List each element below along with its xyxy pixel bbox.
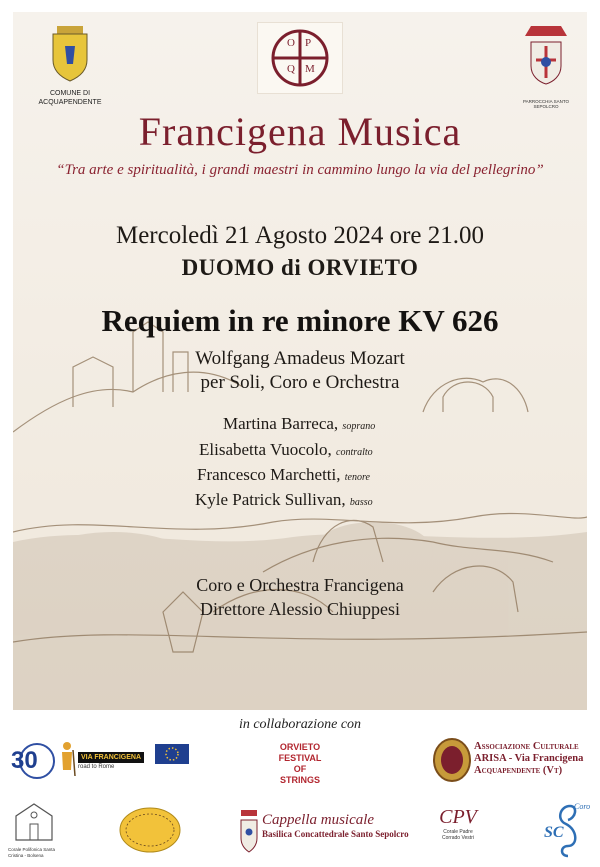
soloist-1 xyxy=(223,414,375,434)
soloist-name: Martina Barreca, xyxy=(223,414,339,433)
arisa-text xyxy=(474,741,594,777)
council-of-europe-logo xyxy=(155,744,189,764)
cpv-label-line1: Corale Padre xyxy=(443,829,473,835)
composer: Wolfgang Amadeus Mozart xyxy=(195,348,405,369)
parrocchia-label: PARROCCHIA SANTO SEPOLCRO xyxy=(522,99,570,109)
pilgrim-figure-logo xyxy=(58,740,76,778)
eu-stars-icon xyxy=(155,744,189,764)
arisa-seal-icon xyxy=(432,738,472,782)
comune-label-line1: COMUNE DI xyxy=(49,90,91,97)
coro-sc-logo xyxy=(538,800,596,860)
coro-sc-label: Coro xyxy=(574,802,591,811)
ecclesiastical-crest-icon xyxy=(511,22,581,94)
santa-cristina-label: Corale Polifonica Santa Cristina - Bolsena xyxy=(8,847,56,858)
yellow-badge-icon xyxy=(118,806,182,854)
church-facade-icon xyxy=(8,800,60,842)
event-title: Francigena Musica xyxy=(138,109,462,154)
event-venue: DUOMO di ORVIETO xyxy=(181,255,419,280)
orvieto-line4: STRINGS xyxy=(279,775,320,785)
via-francigena-sub: road to Rome xyxy=(78,764,115,770)
orvieto-festival-logo xyxy=(270,742,330,786)
emblem-letter-2: P xyxy=(305,37,312,49)
cpv-label-line2: Corrado Vestri xyxy=(442,835,474,841)
orvieto-line3: OF xyxy=(293,764,307,774)
soloist-3 xyxy=(197,465,370,485)
comune-acquapendente-crest xyxy=(35,24,105,114)
cpv-logo xyxy=(428,806,488,841)
cappella-line1: Cappella musicale xyxy=(262,812,375,828)
borgo-logo xyxy=(118,806,182,854)
poster xyxy=(13,12,587,710)
anniversary-logo xyxy=(10,738,56,784)
emblem-letter-1: O xyxy=(287,37,295,49)
collaboration-label: in collaborazione con xyxy=(238,717,362,732)
arisa-line1: Associazione Culturale xyxy=(474,741,579,752)
parrocchia-crest xyxy=(511,22,581,112)
soloist-role: basso xyxy=(349,497,373,508)
orvieto-line1: ORVIETO xyxy=(279,742,321,752)
comune-shield-icon xyxy=(35,24,105,84)
soloist-name: Francesco Marchetti, xyxy=(197,465,341,484)
arisa-seal xyxy=(432,738,472,782)
work-title: Requiem in re minore KV 626 xyxy=(101,303,499,338)
soloist-2 xyxy=(199,440,373,460)
francigena-emblem xyxy=(257,22,343,94)
event-date: Mercoledì 21 Agosto 2024 ore 21.00 xyxy=(115,222,484,249)
cappella-crest xyxy=(238,806,260,856)
cappella-crest-icon xyxy=(238,806,260,856)
cpv-letters: CPV xyxy=(439,806,477,828)
emblem-letter-4: M xyxy=(305,63,315,75)
pilgrim-icon xyxy=(58,740,76,778)
via-francigena-label: VIA FRANCIGENA xyxy=(78,752,144,763)
comune-label-line2: ACQUAPENDENTE xyxy=(38,99,102,106)
director: Direttore Alessio Chiuppesi xyxy=(200,599,400,619)
soloist-role: tenore xyxy=(344,472,370,483)
ensemble: Coro e Orchestra Francigena xyxy=(196,575,404,595)
soloist-role: contralto xyxy=(336,447,373,458)
cappella-line2: Basilica Concattedrale Santo Sepolcro xyxy=(262,829,409,839)
cappella-text xyxy=(262,812,412,839)
cross-emblem-icon xyxy=(258,23,342,93)
anniversary-number: 30 xyxy=(11,747,38,774)
soloist-role: soprano xyxy=(342,421,376,432)
emblem-letter-3: Q xyxy=(287,63,295,75)
performing-forces: per Soli, Coro e Orchestra xyxy=(200,372,400,393)
soloist-4 xyxy=(195,490,373,510)
arisa-line2: ARISA - Via Francigena xyxy=(474,753,584,764)
soloist-name: Elisabetta Vuocolo, xyxy=(199,440,332,459)
soloist-name: Kyle Patrick Sullivan, xyxy=(195,490,346,509)
orvieto-line2: FESTIVAL xyxy=(278,753,322,763)
coro-sc-letters: SC xyxy=(544,824,564,841)
event-tagline: “Tra arte e spiritualità, i grandi maestri in cammino lungo la via del pellegrino” xyxy=(56,162,544,178)
via-francigena-logo xyxy=(78,746,148,770)
santa-cristina-logo xyxy=(8,800,60,862)
arisa-line3: Acquapendente (Vt) xyxy=(474,765,563,776)
